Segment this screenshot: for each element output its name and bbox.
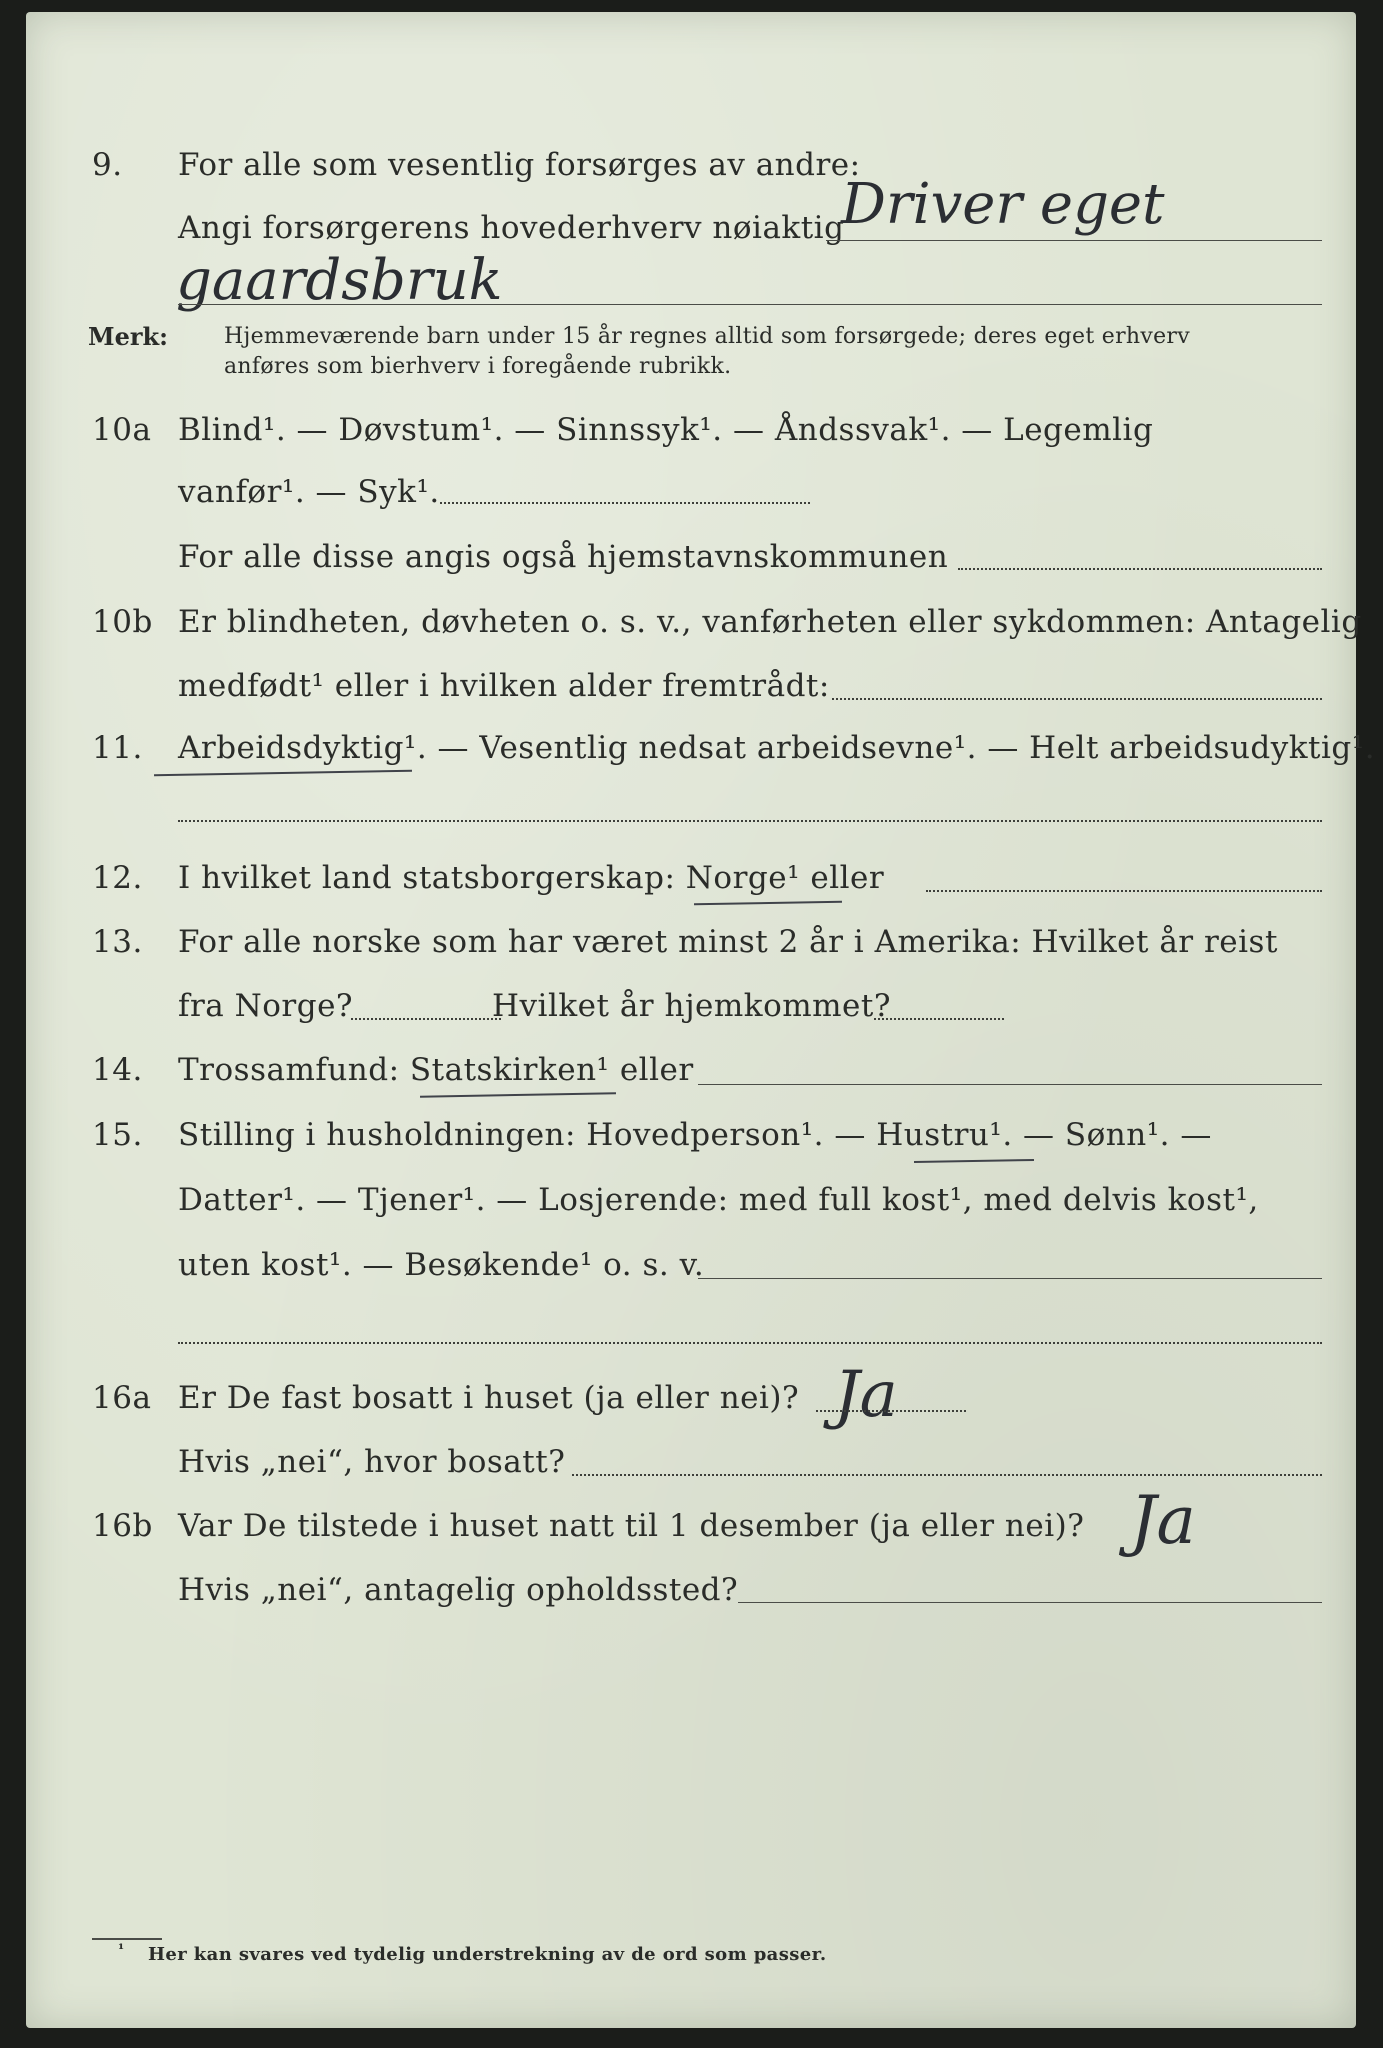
- merk-line1: Hjemmeværende barn under 15 år regnes alltid som forsørgede; deres eget erhverv: [224, 324, 1190, 349]
- q16b-handwritten-answer: Ja: [1130, 1482, 1196, 1559]
- q16a-handwritten-answer: Ja: [834, 1358, 898, 1432]
- q9-answer-line1: [826, 240, 1322, 241]
- q16b-fill-line: [738, 1602, 1322, 1603]
- q11-number: 11.: [92, 730, 143, 766]
- merk-label: Merk:: [88, 322, 168, 351]
- q13-line1: For alle norske som har været minst 2 år i Amerika: Hvilket år reist: [178, 924, 1278, 960]
- merk-line2: anføres som bierhverv i foregående rubrikk.: [224, 354, 732, 379]
- q10b-line1: Er blindheten, døvheten o. s. v., vanførheten eller sykdommen: Antagelig: [178, 604, 1362, 640]
- q10a-syk-fill-line: [440, 502, 810, 504]
- q15-line3: uten kost¹. — Besøkende¹ o. s. v.: [178, 1247, 705, 1283]
- q16a-line1: Er De fast bosatt i huset (ja eller nei)?: [178, 1380, 800, 1416]
- footnote-text: Her kan svares ved tydelig understrekning av de ord som passer.: [148, 1944, 827, 1965]
- q12-number: 12.: [92, 860, 143, 896]
- q14-line1: Trossamfund: Statskirken¹ eller: [178, 1052, 694, 1088]
- q9-line2: Angi forsørgerens hovederhverv nøiaktig: [178, 210, 845, 246]
- q16b-line1: Var De tilstede i huset natt til 1 desember (ja eller nei)?: [178, 1508, 1085, 1544]
- q10a-line3: For alle disse angis også hjemstavnskommunen: [178, 539, 949, 575]
- footnote-mark: ¹: [118, 1942, 125, 1958]
- q13-line2-b: Hvilket år hjemkommet?: [492, 988, 891, 1024]
- q14-number: 14.: [92, 1052, 143, 1088]
- q13-line2-a: fra Norge?: [178, 988, 354, 1024]
- q12-line1: I hvilket land statsborgerskap: Norge¹ eller: [178, 860, 885, 896]
- q16a-number: 16a: [92, 1380, 152, 1416]
- q16b-line2: Hvis „nei“, antagelig opholdssted?: [178, 1572, 739, 1608]
- q10a-line2: vanfør¹. — Syk¹.: [178, 474, 440, 510]
- q16b-number: 16b: [92, 1508, 153, 1544]
- q10b-line2: medfødt¹ eller i hvilken alder fremtrådt:: [178, 668, 830, 704]
- q12-selected-underline: [694, 901, 842, 906]
- q16a-bosatt-fill-line: [572, 1474, 1322, 1476]
- q13-hjemkommet-fill-line: [874, 1018, 1004, 1020]
- q10a-hjemstavn-fill-line: [958, 568, 1322, 570]
- q12-fill-line: [926, 890, 1322, 892]
- q11-selected-underline: [154, 770, 412, 777]
- q9-handwritten-answer-2: gaardsbruk: [176, 248, 503, 313]
- q9-number: 9.: [92, 147, 123, 183]
- q15-extra-fill-line: [178, 1342, 1322, 1344]
- q10a-line1: Blind¹. — Døvstum¹. — Sinnssyk¹. — Åndssvak¹. — Legemlig: [178, 412, 1154, 448]
- q10a-number: 10a: [92, 412, 152, 448]
- q15-line2: Datter¹. — Tjener¹. — Losjerende: med full kost¹, med delvis kost¹,: [178, 1182, 1259, 1218]
- q9-answer-line2: [178, 304, 1322, 305]
- q15-fill-line: [698, 1278, 1322, 1279]
- footnote-rule: [92, 1938, 162, 1940]
- q11-line1: Arbeidsdyktig¹. — Vesentlig nedsat arbeidsevne¹. — Helt arbeidsudyktig¹.: [178, 730, 1376, 766]
- q14-fill-line: [698, 1084, 1322, 1085]
- q10b-fill-line: [832, 698, 1322, 700]
- q13-number: 13.: [92, 924, 143, 960]
- q9-line1: For alle som vesentlig forsørges av andre:: [178, 147, 861, 183]
- census-form-page: [26, 12, 1376, 2028]
- q15-line1: Stilling i husholdningen: Hovedperson¹. — Hustru¹. — Sønn¹. —: [178, 1117, 1212, 1153]
- q11-fill-line: [178, 820, 1322, 822]
- q16a-answer-line: [816, 1410, 966, 1412]
- q14-selected-underline: [420, 1092, 616, 1097]
- q13-reist-fill-line: [351, 1018, 501, 1020]
- q15-selected-underline: [914, 1159, 1034, 1163]
- q16a-line2: Hvis „nei“, hvor bosatt?: [178, 1444, 566, 1480]
- q9-handwritten-answer-1: Driver eget: [841, 172, 1165, 237]
- q10b-number: 10b: [92, 604, 153, 640]
- q15-number: 15.: [92, 1117, 143, 1153]
